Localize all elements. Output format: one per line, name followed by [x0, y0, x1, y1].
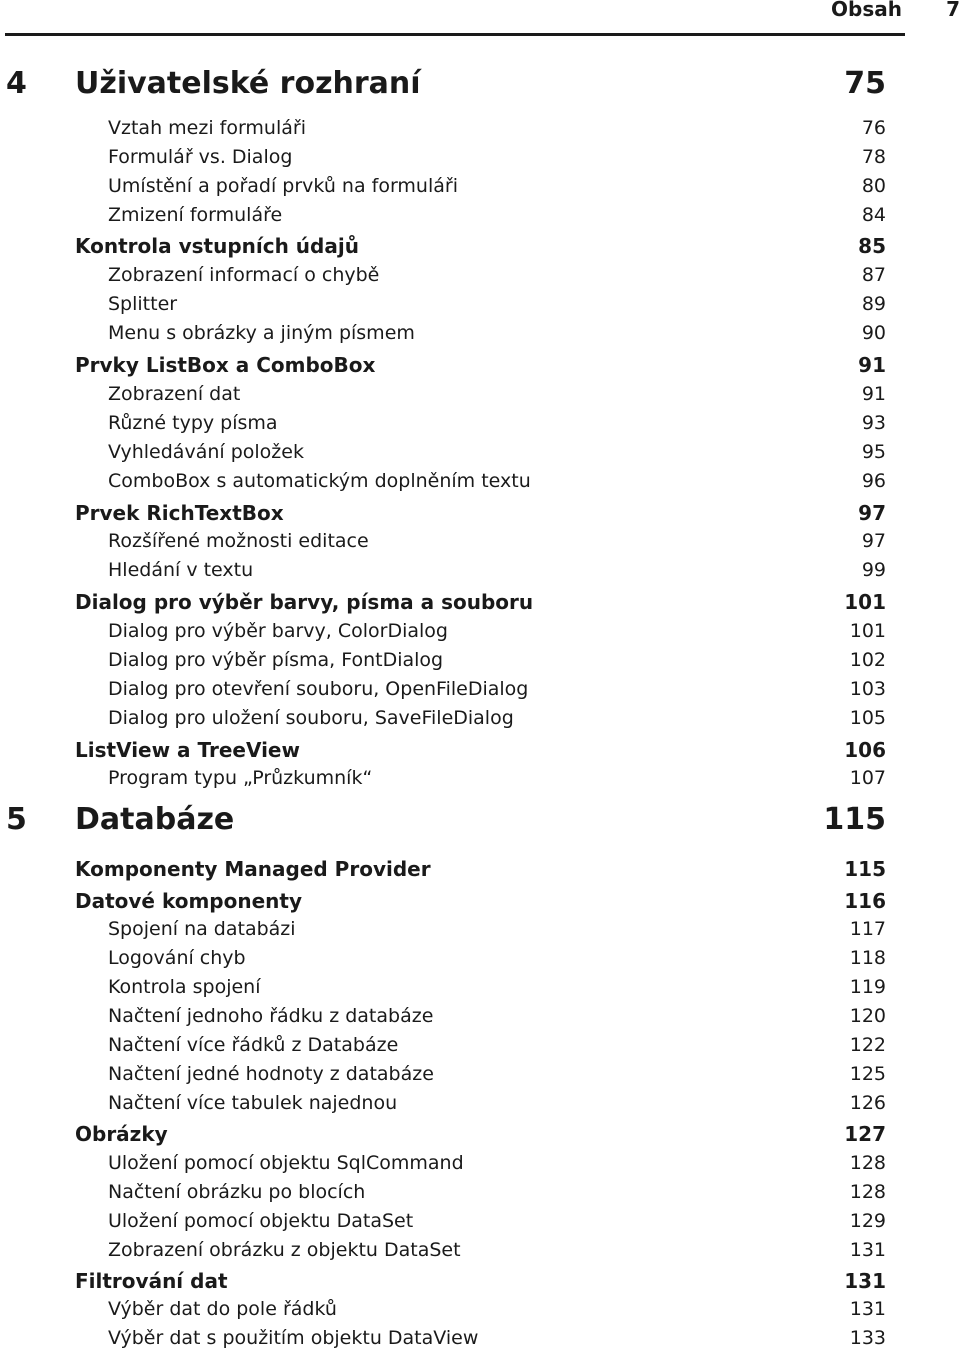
entry-title: Zmizení formuláře	[108, 204, 283, 226]
page-header	[0, 0, 960, 40]
entry-title: Zobrazení obrázku z objektu DataSet	[108, 1239, 461, 1261]
page-number: 116	[844, 889, 886, 913]
page-number: 80	[861, 175, 886, 197]
page-number: 105	[849, 707, 886, 729]
page-number: 84	[861, 204, 886, 226]
entry-title: Program typu „Průzkumník“	[108, 767, 373, 789]
section-title: Prvek RichTextBox	[75, 501, 284, 525]
page-number: 93	[861, 412, 886, 434]
page-number: 101	[849, 620, 886, 642]
entry-title: Vztah mezi formuláři	[108, 117, 306, 139]
page-number: 119	[849, 976, 886, 998]
entry-title: Načtení jednoho řádku z databáze	[108, 1005, 434, 1027]
running-header-page-number: 7	[946, 0, 960, 21]
entry-title: Hledání v textu	[108, 559, 254, 581]
section-title: Kontrola vstupních údajů	[75, 234, 359, 258]
page-number: 106	[844, 738, 886, 762]
page-number: 115	[823, 802, 886, 837]
page-number: 99	[861, 559, 886, 581]
page-number: 133	[849, 1327, 886, 1349]
running-header-title: Obsah	[831, 0, 902, 21]
page-number: 87	[861, 264, 886, 286]
page-number: 76	[861, 117, 886, 139]
page-number: 97	[858, 501, 886, 525]
page-number: 90	[861, 322, 886, 344]
entry-title: Zobrazení dat	[108, 383, 241, 405]
section-title: Komponenty Managed Provider	[75, 857, 431, 881]
page-number: 91	[858, 353, 886, 377]
section-title: Obrázky	[75, 1122, 168, 1146]
page-number: 126	[849, 1092, 886, 1114]
entry-title: Načtení více řádků z Databáze	[108, 1034, 399, 1056]
chapter-title: Databáze	[75, 802, 235, 837]
page-number: 129	[849, 1210, 886, 1232]
entry-title: Dialog pro výběr písma, FontDialog	[108, 649, 444, 671]
page-number: 125	[849, 1063, 886, 1085]
entry-title: Načtení obrázku po blocích	[108, 1181, 366, 1203]
page-number: 89	[861, 293, 886, 315]
page-number: 131	[844, 1269, 886, 1293]
page-number: 85	[858, 234, 886, 258]
page-number: 127	[844, 1122, 886, 1146]
page-number: 120	[849, 1005, 886, 1027]
entry-title: Dialog pro výběr barvy, ColorDialog	[108, 620, 448, 642]
entry-title: Dialog pro otevření souboru, OpenFileDialog	[108, 678, 529, 700]
header-rule	[5, 33, 905, 36]
page-number: 95	[861, 441, 886, 463]
page-number: 128	[849, 1181, 886, 1203]
page-number: 75	[844, 66, 886, 101]
section-title: Prvky ListBox a ComboBox	[75, 353, 376, 377]
entry-title: Různé typy písma	[108, 412, 278, 434]
page-number: 78	[861, 146, 886, 168]
chapter-number: 4	[6, 66, 27, 101]
entry-title: Uložení pomocí objektu DataSet	[108, 1210, 414, 1232]
entry-title: Menu s obrázky a jiným písmem	[108, 322, 415, 344]
page-number: 103	[849, 678, 886, 700]
section-title: Filtrování dat	[75, 1269, 228, 1293]
page-number: 115	[844, 857, 886, 881]
page-number: 122	[849, 1034, 886, 1056]
page-number: 102	[849, 649, 886, 671]
entry-title: Spojení na databázi	[108, 918, 296, 940]
entry-title: Formulář vs. Dialog	[108, 146, 293, 168]
page-number: 107	[849, 767, 886, 789]
entry-title: Splitter	[108, 293, 178, 315]
page-number: 91	[861, 383, 886, 405]
page-number: 131	[849, 1298, 886, 1320]
page-number: 101	[844, 590, 886, 614]
entry-title: Uložení pomocí objektu SqlCommand	[108, 1152, 464, 1174]
page-number: 131	[849, 1239, 886, 1261]
entry-title: Výběr dat s použitím objektu DataView	[108, 1327, 479, 1349]
section-title: Dialog pro výběr barvy, písma a souboru	[75, 590, 534, 614]
section-title: Datové komponenty	[75, 889, 303, 913]
section-title: ListView a TreeView	[75, 738, 300, 762]
entry-title: Zobrazení informací o chybě	[108, 264, 380, 286]
entry-title: Logování chyb	[108, 947, 246, 969]
page-number: 118	[849, 947, 886, 969]
entry-title: Vyhledávání položek	[108, 441, 304, 463]
chapter-title: Uživatelské rozhraní	[75, 66, 421, 101]
entry-title: Kontrola spojení	[108, 976, 261, 998]
entry-title: ComboBox s automatickým doplněním textu	[108, 470, 531, 492]
page-number: 128	[849, 1152, 886, 1174]
entry-title: Výběr dat do pole řádků	[108, 1298, 337, 1320]
entry-title: Načtení více tabulek najednou	[108, 1092, 398, 1114]
entry-title: Načtení jedné hodnoty z databáze	[108, 1063, 434, 1085]
page-number: 97	[861, 530, 886, 552]
page-number: 96	[861, 470, 886, 492]
entry-title: Dialog pro uložení souboru, SaveFileDialog	[108, 707, 514, 729]
entry-title: Rozšířené možnosti editace	[108, 530, 369, 552]
chapter-number: 5	[6, 802, 27, 837]
page-number: 117	[849, 918, 886, 940]
entry-title: Umístění a pořadí prvků na formuláři	[108, 175, 458, 197]
